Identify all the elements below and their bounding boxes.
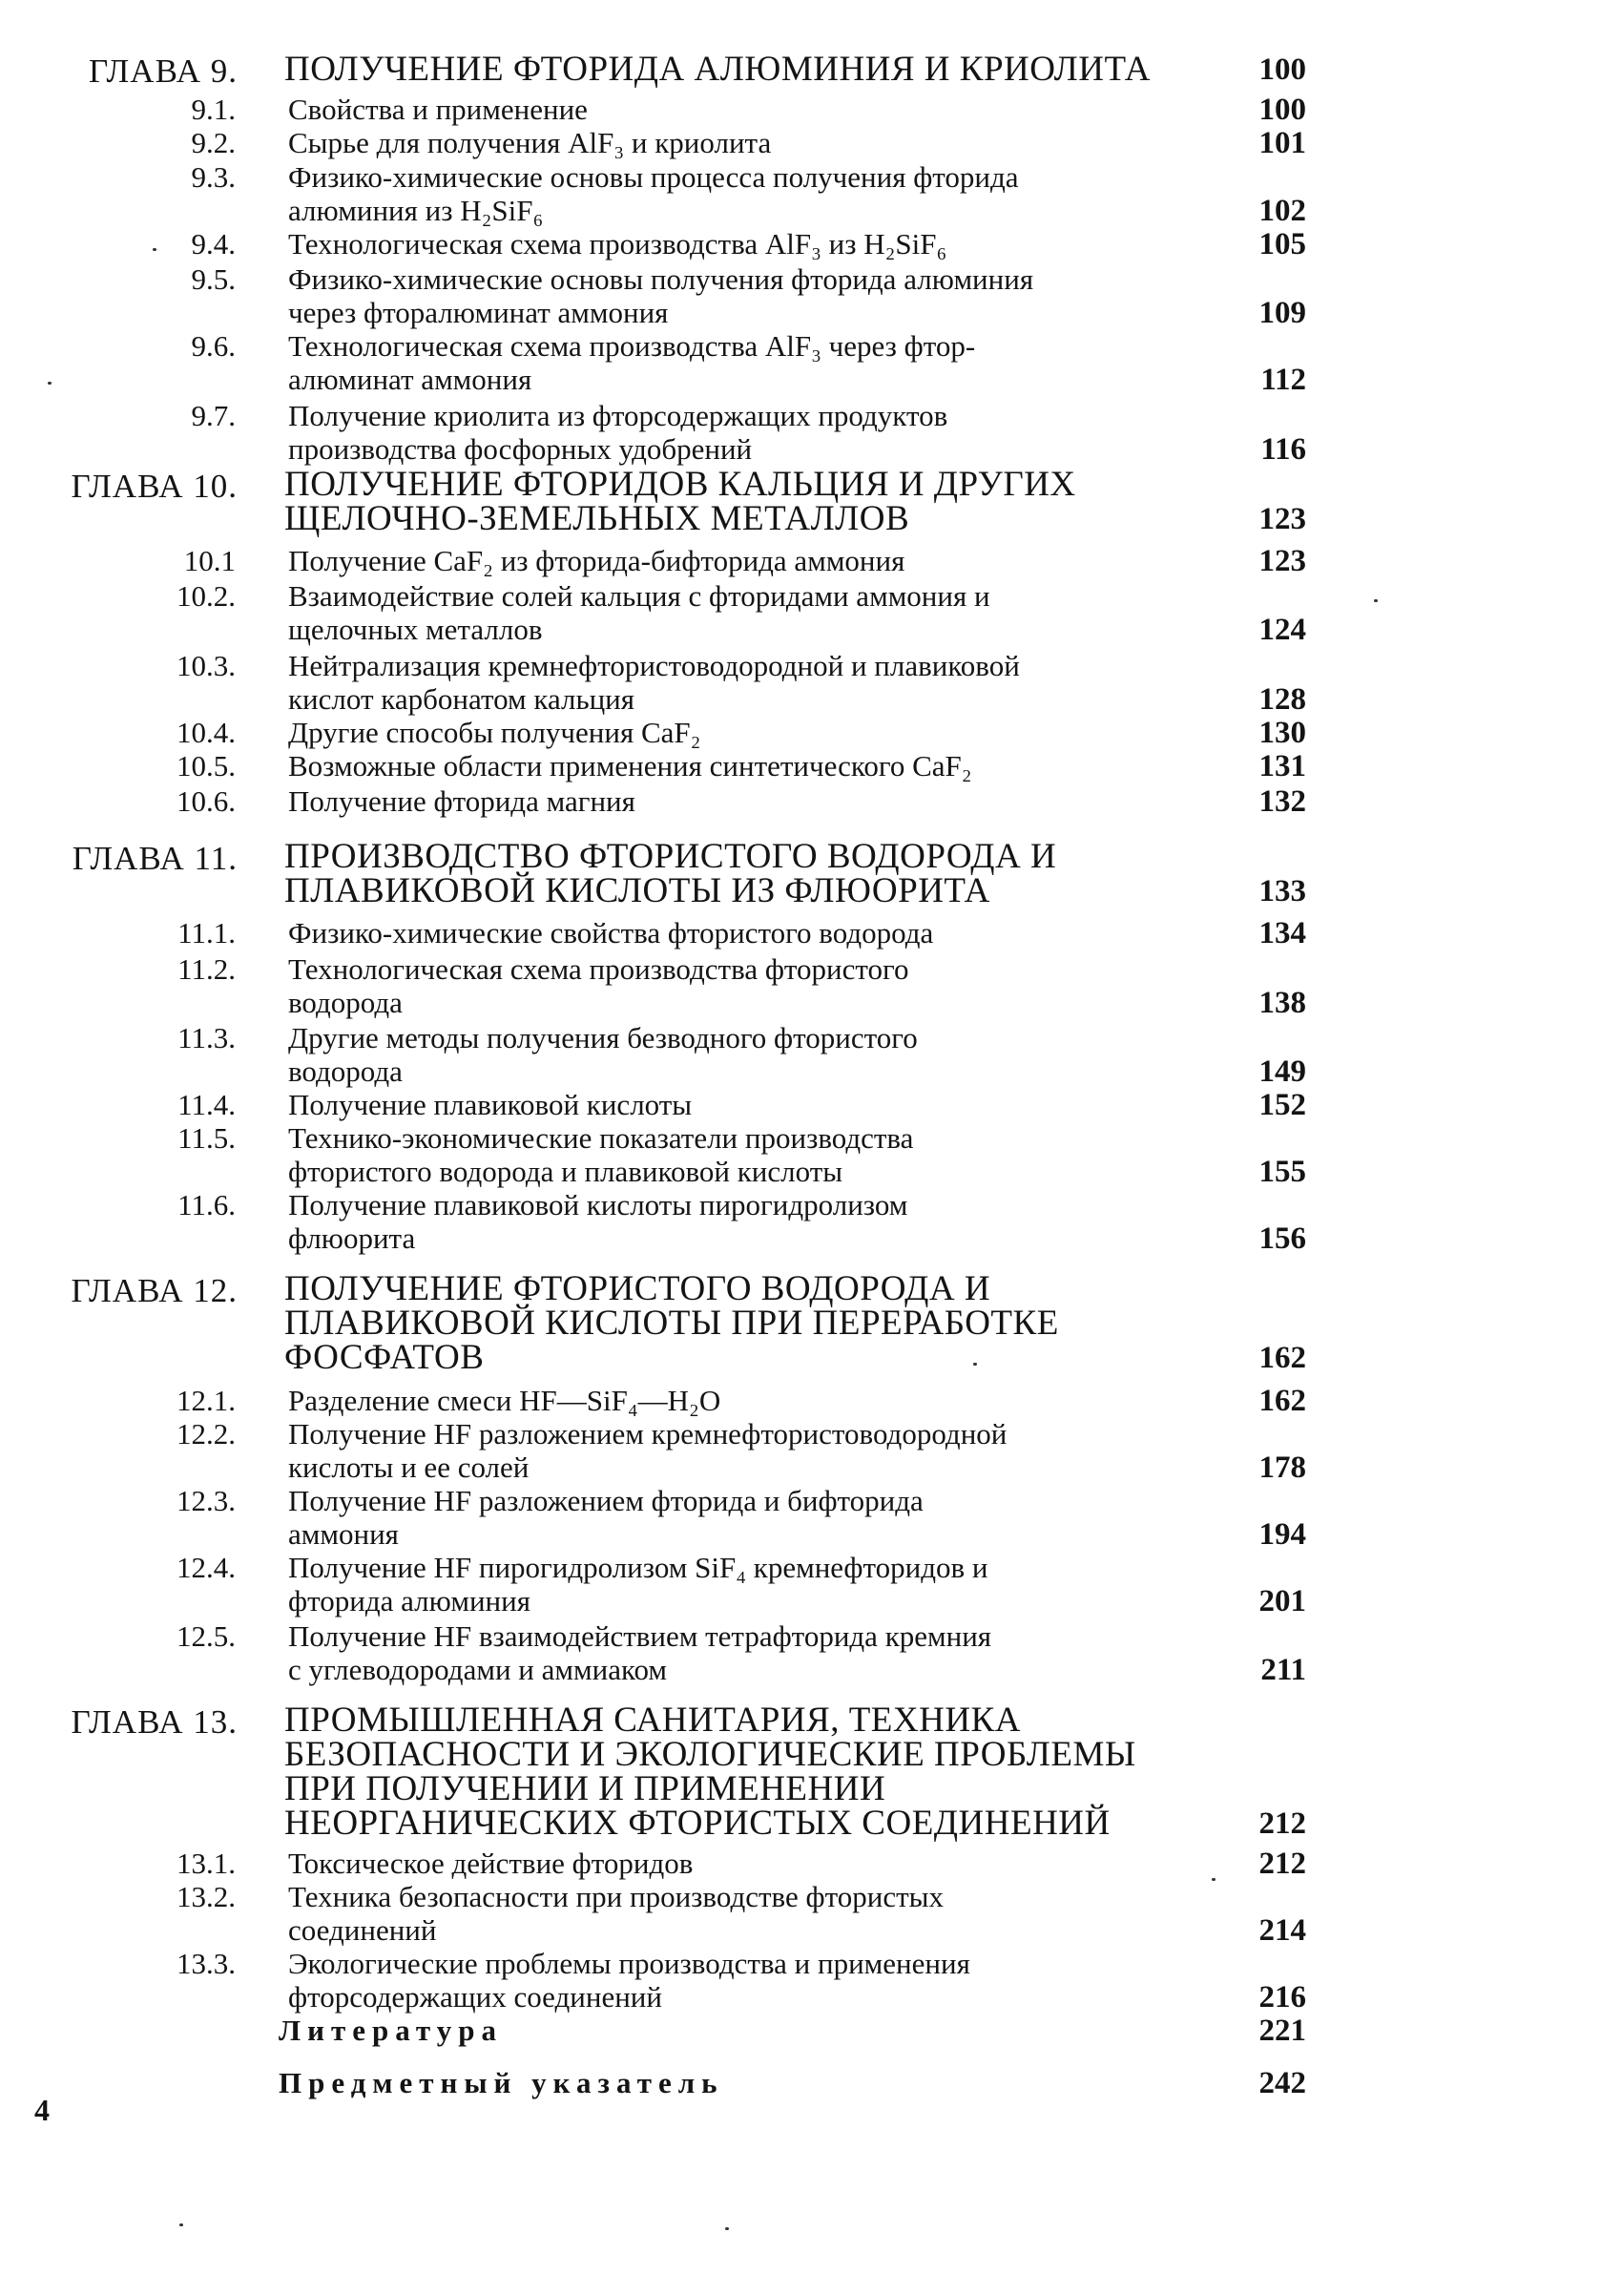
toc-entry-title <box>288 1619 991 1686</box>
toc-title-line: аммония <box>288 1517 399 1551</box>
toc-entry-number: 13.3. <box>177 1947 236 1980</box>
toc-title-line: Технологическая схема производства фтористого <box>288 952 909 986</box>
toc-entry-number: 10.6. <box>177 784 236 818</box>
toc-page-number: 216 <box>1258 1980 1306 2014</box>
toc-page-number: 105 <box>1258 227 1306 261</box>
toc-entry-number: 13.1. <box>177 1847 236 1880</box>
toc-title-line: БЕЗОПАСНОСТИ И ЭКОЛОГИЧЕСКИЕ ПРОБЛЕМЫ <box>284 1735 1136 1774</box>
toc-title-line: Физико-химические основы процесса получения фторида <box>288 160 1019 194</box>
toc-title-line: Технологическая схема производства AlF₃ через фтор- <box>288 329 976 363</box>
toc-entry-title <box>284 1703 1136 1841</box>
toc-title-line: Возможные области применения синтетического CaF₂ <box>288 749 972 783</box>
toc-page-number: 138 <box>1258 986 1306 1020</box>
toc-page-number: 124 <box>1258 613 1306 647</box>
toc-entry-title <box>288 1417 1007 1484</box>
toc-title-line: алюминат аммония <box>288 363 532 396</box>
toc-entry-number: ГЛАВА 13. <box>71 1703 238 1741</box>
toc-title-line: Предметный указатель <box>279 2066 724 2099</box>
toc-page-number: 211 <box>1260 1653 1306 1687</box>
toc-title-line: флюорита <box>288 1221 416 1255</box>
toc-title-line: кислот карбонатом кальция <box>288 682 635 716</box>
toc-entry-title <box>288 749 972 783</box>
toc-page-number: 131 <box>1258 749 1306 783</box>
toc-title-line: ПРОИЗВОДСТВО ФТОРИСТОГО ВОДОРОДА И <box>284 837 1057 876</box>
toc-entry-number: 9.5. <box>191 262 236 296</box>
scan-speck <box>48 382 52 385</box>
toc-entry-title <box>288 329 975 396</box>
scan-speck <box>725 2227 729 2230</box>
toc-page-number: 162 <box>1258 1384 1306 1418</box>
toc-page-number: 214 <box>1258 1913 1306 1948</box>
toc-title-line: водорода <box>288 1054 403 1088</box>
toc-entry-number: 9.2. <box>191 126 236 159</box>
toc-title-line: ПОЛУЧЕНИЕ ФТОРИДОВ КАЛЬЦИЯ И ДРУГИХ <box>284 465 1076 504</box>
toc-entry-title <box>288 544 904 577</box>
toc-title-line: соединений <box>288 1913 437 1947</box>
toc-page-number: 130 <box>1258 716 1306 750</box>
toc-page-number: 100 <box>1258 93 1306 127</box>
toc-page-number: 102 <box>1258 194 1306 228</box>
toc-entry-number: 9.1. <box>191 93 236 126</box>
toc-page-number: 156 <box>1258 1221 1306 1256</box>
toc-entry-number: ГЛАВА 12. <box>71 1272 238 1309</box>
toc-page-number: 112 <box>1260 363 1306 397</box>
toc-entry-number: 12.1. <box>177 1384 236 1417</box>
toc-title-line: Получение HF разложением фторида и бифторида <box>288 1484 924 1517</box>
scan-speck <box>1374 599 1378 602</box>
toc-entry-number: 10.1 <box>183 544 236 577</box>
toc-entry-number: 9.4. <box>191 227 236 261</box>
toc-title-line: Литература <box>279 2014 503 2047</box>
toc-title-line: Физико-химические свойства фтористого водорода <box>288 916 934 950</box>
toc-title-line: фтористого водорода и плавиковой кислоты <box>288 1155 843 1188</box>
toc-entry-title <box>288 1484 924 1551</box>
toc-entry-title <box>279 2066 723 2099</box>
toc-entry-title <box>288 716 700 749</box>
toc-entry-title <box>288 579 990 646</box>
toc-page-number: 152 <box>1258 1088 1306 1122</box>
toc-title-line: Сырье для получения AlF₃ и криолита <box>288 126 772 159</box>
toc-entry-title <box>288 649 1020 716</box>
toc-page-number: 149 <box>1258 1054 1306 1089</box>
toc-page-number: 123 <box>1258 544 1306 578</box>
scan-speck <box>973 1363 977 1366</box>
toc-entry-title <box>288 1121 913 1188</box>
toc-title-line: Получение плавиковой кислоты пирогидролизом <box>288 1188 908 1221</box>
toc-title-line: ЩЕЛОЧНО-ЗЕМЕЛЬНЫХ МЕТАЛЛОВ <box>284 499 910 538</box>
toc-entry-number: ГЛАВА 9. <box>88 52 238 90</box>
toc-title-line: Получение CaF₂ из фторида-бифторида аммония <box>288 544 905 577</box>
page-number: 4 <box>34 2093 50 2127</box>
toc-entry-title <box>284 1269 1059 1377</box>
toc-page-number: 242 <box>1258 2066 1306 2100</box>
toc-entry-number: 9.7. <box>191 399 236 432</box>
toc-entry-title <box>288 227 946 261</box>
toc-title-line: с углеводородами и аммиаком <box>288 1653 667 1686</box>
toc-entry-title <box>288 1847 693 1880</box>
toc-title-line: ПЛАВИКОВОЙ КИСЛОТЫ ИЗ ФЛЮОРИТА <box>284 871 990 910</box>
scan-speck <box>153 248 156 251</box>
toc-entry-title <box>288 399 947 466</box>
toc-entry-number: ГЛАВА 10. <box>71 468 238 505</box>
toc-title-line: водорода <box>288 986 403 1019</box>
toc-title-line: фторсодержащих соединений <box>288 1980 662 2014</box>
toc-title-line: Свойства и применение <box>288 93 588 126</box>
toc-page-number: 178 <box>1258 1451 1306 1485</box>
toc-title-line: Нейтрализация кремнефтористоводородной и плавиковой <box>288 649 1020 682</box>
toc-entry-number: 12.2. <box>177 1417 236 1451</box>
toc-entry-number: 12.3. <box>177 1484 236 1517</box>
toc-entry-title <box>284 837 1057 910</box>
toc-title-line: производства фосфорных удобрений <box>288 432 753 466</box>
toc-page-number: 100 <box>1258 52 1306 87</box>
toc-entry-number: 11.1. <box>177 916 236 950</box>
toc-entry-title <box>288 1088 692 1121</box>
toc-entry-number: 11.3. <box>177 1021 236 1054</box>
toc-title-line: Получение HF разложением кремнефтористоводородной <box>288 1417 1008 1451</box>
toc-entry-title <box>288 1880 944 1947</box>
toc-entry-title <box>288 1188 907 1255</box>
scan-speck <box>1212 1878 1216 1881</box>
toc-page-number: 116 <box>1260 432 1306 467</box>
toc-title-line: ПРИ ПОЛУЧЕНИИ И ПРИМЕНЕНИИ <box>284 1769 886 1808</box>
toc-title-line: через фторалюминат аммония <box>288 296 669 329</box>
toc-title-line: ПРОМЫШЛЕННАЯ САНИТАРИЯ, ТЕХНИКА <box>284 1701 1021 1740</box>
toc-title-line: НЕОРГАНИЧЕСКИХ ФТОРИСТЫХ СОЕДИНЕНИЙ <box>284 1804 1111 1843</box>
toc-page-number: 123 <box>1258 502 1306 536</box>
toc-entry-number: 11.6. <box>177 1188 236 1221</box>
toc-entry-title <box>288 952 909 1019</box>
toc-title-line: ФОСФАТОВ <box>284 1338 485 1377</box>
toc-title-line: Экологические проблемы производства и применения <box>288 1947 970 1980</box>
toc-entry-title <box>288 1384 720 1417</box>
toc-entry-number: 11.4. <box>177 1088 236 1121</box>
toc-title-line: Взаимодействие солей кальция с фторидами аммония и <box>288 579 990 613</box>
toc-entry-title <box>288 262 1033 329</box>
toc-entry-number: 9.6. <box>191 329 236 363</box>
toc-title-line: ПЛАВИКОВОЙ КИСЛОТЫ ПРИ ПЕРЕРАБОТКЕ <box>284 1304 1059 1343</box>
toc-entry-number: 11.2. <box>177 952 236 986</box>
toc-title-line: Токсическое действие фторидов <box>288 1847 694 1880</box>
toc-title-line: Получение фторида магния <box>288 784 635 818</box>
toc-title-line: кислоты и ее солей <box>288 1451 530 1484</box>
toc-page-number: 101 <box>1258 126 1306 160</box>
toc-page-number: 221 <box>1258 2014 1306 2048</box>
toc-entry-number: 12.5. <box>177 1619 236 1653</box>
toc-page-number: 128 <box>1258 682 1306 717</box>
toc-page-number: 194 <box>1258 1517 1306 1552</box>
toc-title-line: алюминия из H₂SiF₆ <box>288 194 544 227</box>
toc-entry-title <box>284 52 1151 87</box>
toc-entry-number: 11.5. <box>177 1121 236 1155</box>
toc-title-line: Получение HF взаимодействием тетрафторида кремния <box>288 1619 992 1653</box>
toc-title-line: Получение HF пирогидролизом SiF₄ кремнефторидов и <box>288 1551 988 1584</box>
toc-title-line: Технико-экономические показатели производства <box>288 1121 914 1155</box>
toc-title-line: Другие способы получения CaF₂ <box>288 716 701 749</box>
toc-entry-title <box>288 784 635 818</box>
toc-entry-number: 10.5. <box>177 749 236 783</box>
toc-entry-title <box>284 465 1076 538</box>
toc-entry-title <box>288 1947 970 2014</box>
toc-entry-title <box>288 916 933 950</box>
toc-entry-title <box>279 2014 503 2047</box>
toc-title-line: ПОЛУЧЕНИЕ ФТОРИСТОГО ВОДОРОДА И <box>284 1269 991 1308</box>
toc-page-number: 133 <box>1258 874 1306 908</box>
toc-entry-number: 13.2. <box>177 1880 236 1913</box>
toc-entry-number: 12.4. <box>177 1551 236 1584</box>
toc-entry-title <box>288 1551 988 1618</box>
toc-title-line: Разделение смеси HF—SiF₄—H₂O <box>288 1384 721 1417</box>
scan-speck <box>179 2223 183 2226</box>
toc-title-line: Физико-химические основы получения фторида алюминия <box>288 262 1034 296</box>
toc-page-number: 155 <box>1258 1155 1306 1189</box>
toc-title-line: Технологическая схема производства AlF₃ из H₂SiF₆ <box>288 227 947 261</box>
toc-title-line: щелочных металлов <box>288 613 543 646</box>
toc-title-line: Получение криолита из фторсодержащих продуктов <box>288 399 948 432</box>
toc-page-number: 132 <box>1258 784 1306 819</box>
toc-title-line: фторида алюминия <box>288 1584 530 1618</box>
toc-entry-title <box>288 126 771 159</box>
toc-entry-number: 10.2. <box>177 579 236 613</box>
toc-page-number: 201 <box>1258 1584 1306 1618</box>
toc-page-number: 162 <box>1258 1341 1306 1375</box>
toc-entry-title <box>288 93 588 126</box>
toc-entry-number: ГЛАВА 11. <box>72 840 238 877</box>
toc-page-number: 212 <box>1258 1806 1306 1841</box>
toc-title-line: Техника безопасности при производстве фтористых <box>288 1880 944 1913</box>
toc-entry-number: 9.3. <box>191 160 236 194</box>
toc-entry-title <box>288 1021 918 1088</box>
toc-entry-title <box>288 160 1019 227</box>
toc-title-line: Получение плавиковой кислоты <box>288 1088 693 1121</box>
toc-page-number: 134 <box>1258 916 1306 950</box>
toc-title-line: Другие методы получения безводного фтористого <box>288 1021 918 1054</box>
toc-page-number: 212 <box>1258 1847 1306 1881</box>
toc-title-line: ПОЛУЧЕНИЕ ФТОРИДА АЛЮМИНИЯ И КРИОЛИТА <box>284 50 1151 89</box>
toc-page-number: 109 <box>1258 296 1306 330</box>
toc-entry-number: 10.3. <box>177 649 236 682</box>
toc-entry-number: 10.4. <box>177 716 236 749</box>
